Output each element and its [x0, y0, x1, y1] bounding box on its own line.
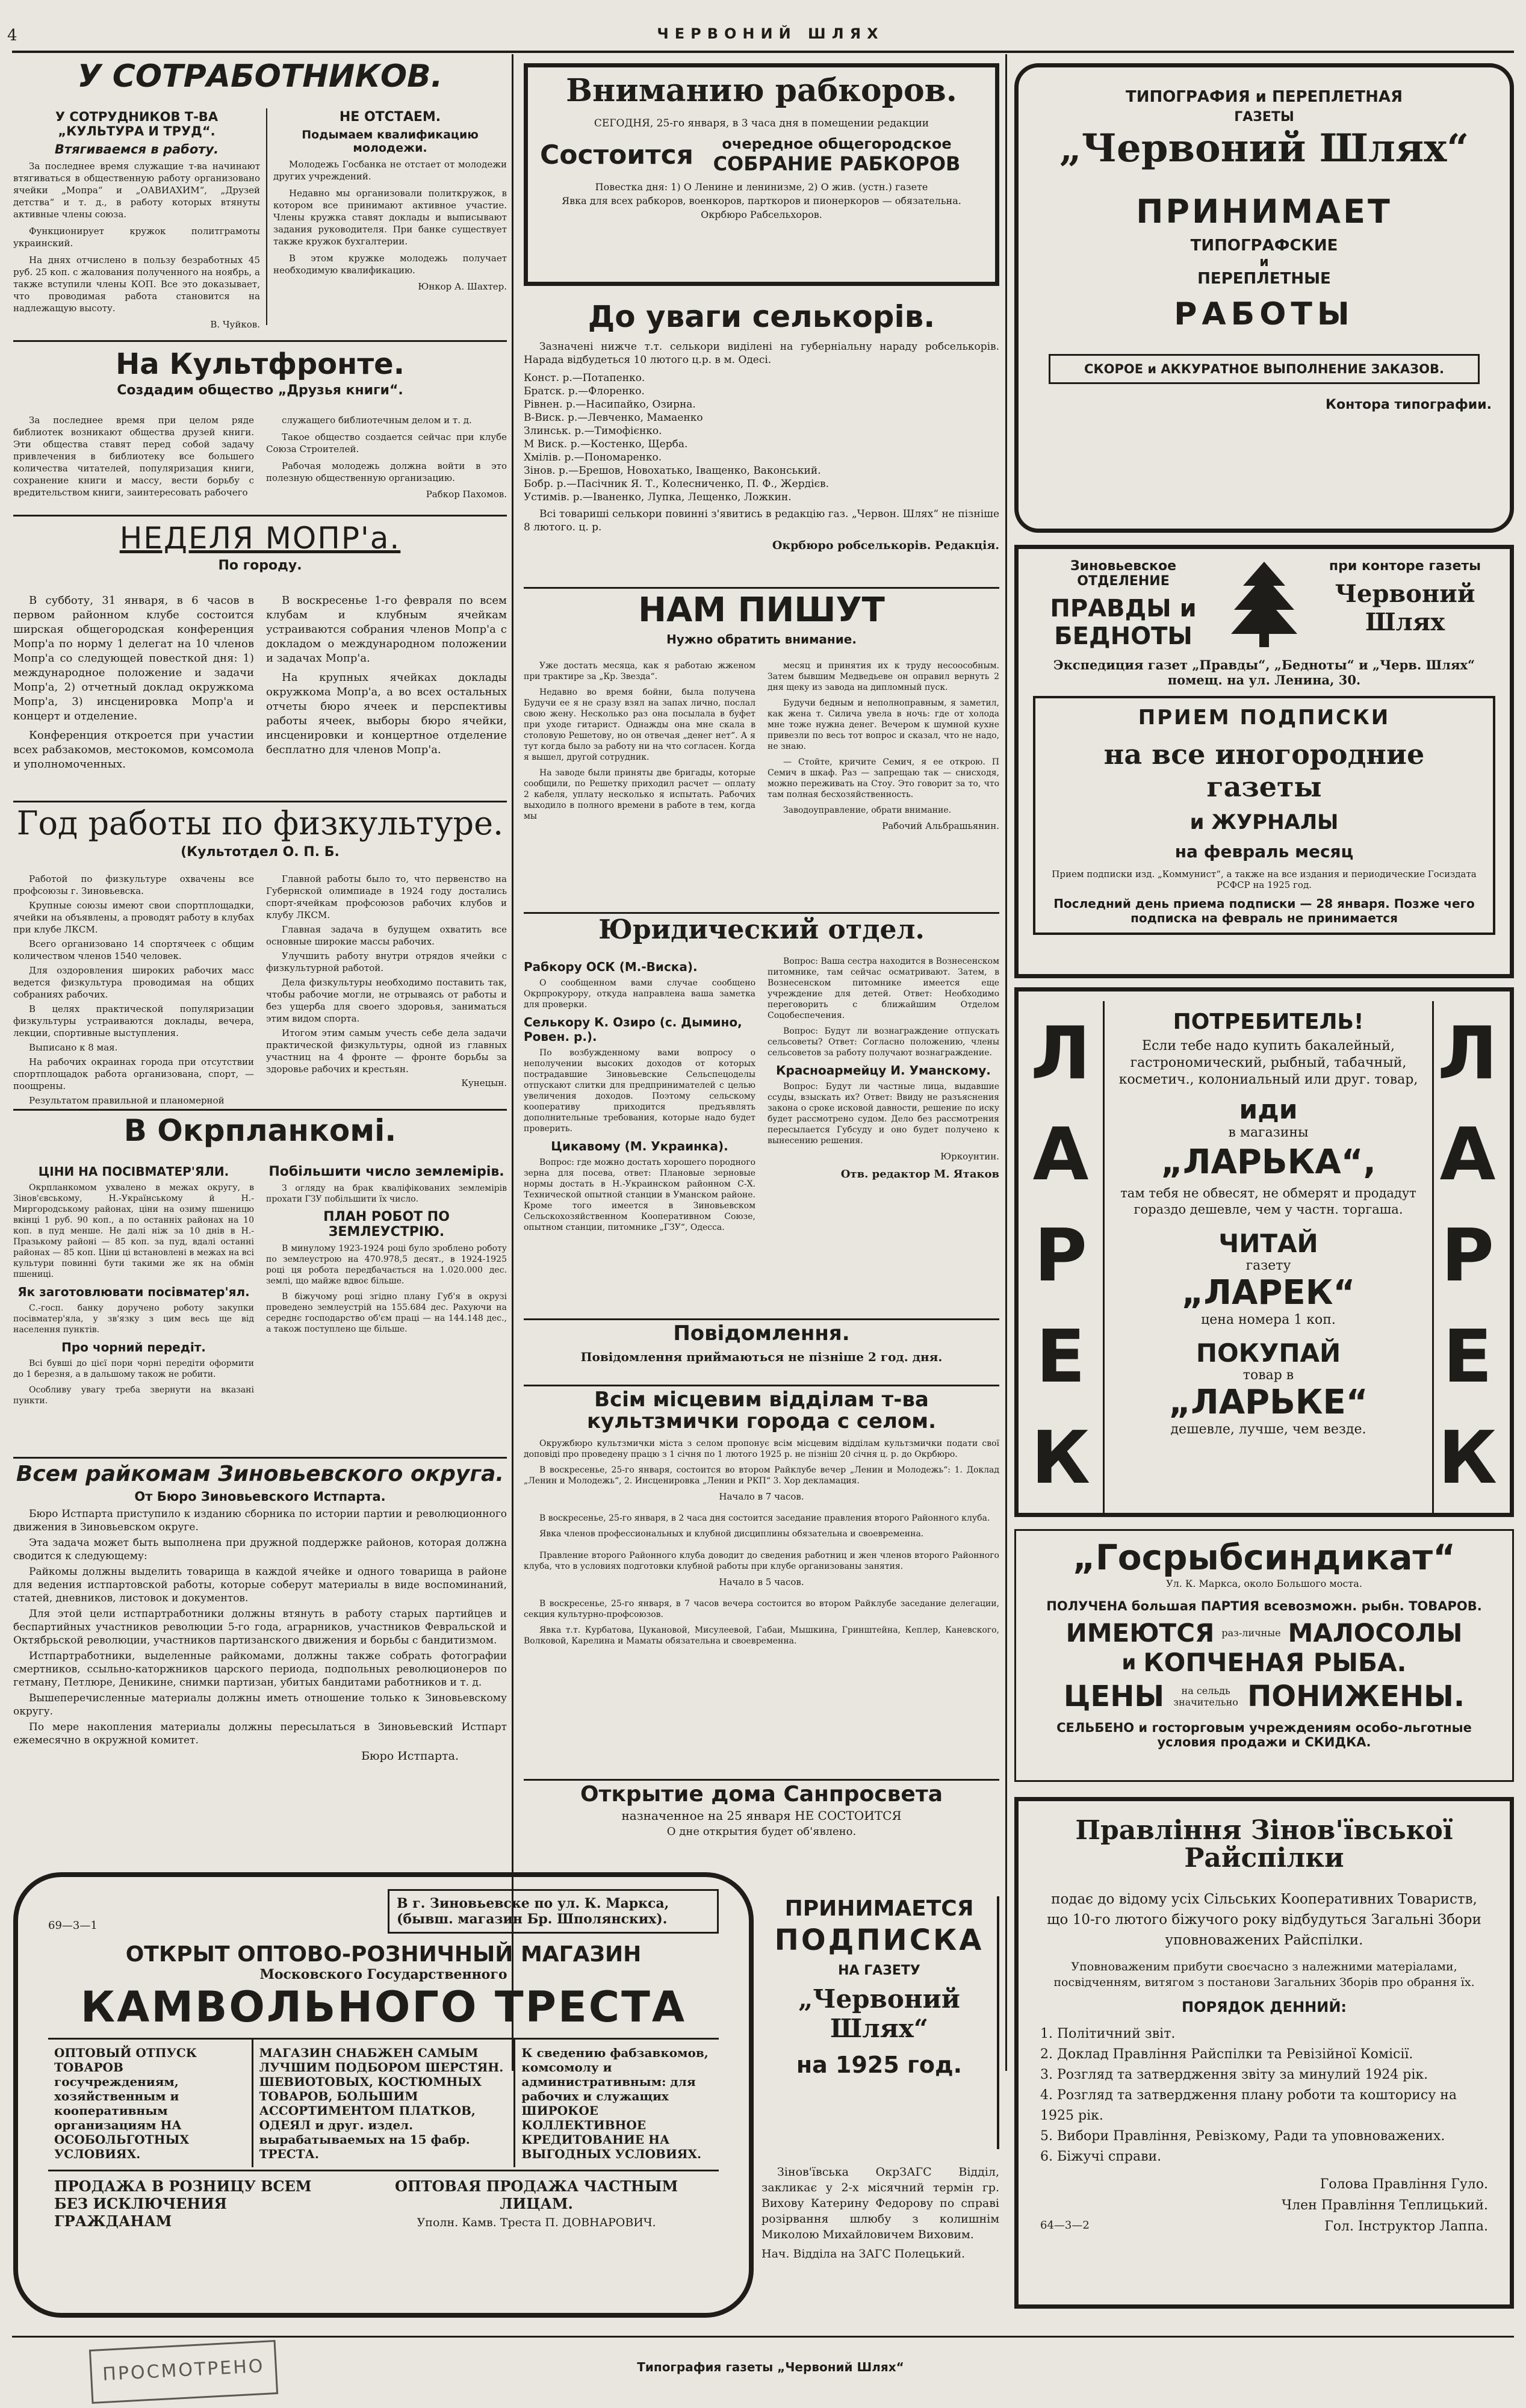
printhouse-line-6: и [1259, 255, 1269, 270]
selkor-intro: Зазначені нижче т.т. селькори виділені на губерніальну нараду робселькорів. Нарада відбудеться 10 лютого ц.р. в м. Одесі. [524, 340, 999, 366]
fish-line-5: раз-личные [1221, 1627, 1281, 1639]
subscribe-line-1: ПРИНИМАЕТСЯ [784, 1896, 974, 1921]
istpart-paragraph-1: Бюро Истпарта приступило к изданию сборника по истории партии и революционного движения в Зиновьевском округе. [13, 1507, 507, 1533]
pravda-line-1: Зиновьевское ОТДЕЛЕНИЕ [1070, 559, 1177, 589]
subscribe-line-2: ПОДПИСКА [774, 1923, 984, 1957]
raispilka-agenda-item: 2. Доклад Правління Райспілки та Ревізійної Комісії. [1040, 2047, 1413, 2062]
fish-line-1: „Госрыбсиндикат“ [1072, 1537, 1456, 1578]
sport-paragraph-8: Результатом правильной и планомерной [29, 1095, 225, 1106]
fish-line-6: МАЛОСОЛЫ [1288, 1618, 1463, 1648]
selkor-list-item: М Виск. р.—Костенко, Щерба. [524, 438, 688, 450]
legal-answer-3: Вопрос: где можно достать хорошего породного зерна для посева, ответ: Плановые зерновые нормы достать в Н.-Украинском районном С-Х. Технической опытной станции в Уманском районе. Кроме того имеется в Зиновьевском Сельскохозяйственном Кооперативном Союзе, опытном станции, питомнике „ГЗУ“, Одесса. [524, 1158, 755, 1232]
coworkers-section [13, 60, 507, 337]
printhouse-line-1: ТИПОГРАФИЯ и ПЕРЕПЛЕТНАЯ [1125, 88, 1403, 106]
subscribe-line-3: НА ГАЗЕТУ [838, 1963, 920, 1978]
culturefront-paragraph-1: За последнее время при целом ряде библиотек возникают общества друзей книги. Эти общества ставят перед собой задачу привлечения в библиотеку все большего количества читателей, популяризация книги, сохранение книги и массу, вести борьбу с вредительством книги, заинтересовать рабочего [13, 415, 254, 498]
selkor-list-item: Рівнен. р.—Насипайко, Озирна. [524, 398, 696, 411]
raispilka-paragraph-1: подає до відому усіх Сільських Кооперативних Товариств, що 10-го лютого біжучого року відбудуться Загальні Збори уповноважених Райспілки. [1047, 1891, 1481, 1949]
raispilka-code: 64—3—2 [1040, 2219, 1090, 2232]
larek-side-letter: А [1032, 1113, 1089, 1197]
okrplan-right-subheading: Побільшити число землемірів. [268, 1164, 504, 1179]
coworkers-heading: У СОТРАБОТНИКОВ. [77, 58, 443, 95]
rabkor-notice-signature: Окрбюро Рабсельхоров. [701, 208, 822, 220]
legal-answer-6: Вопрос: Будут ли частные лица, выдавшие ссуды, взыскать их? Ответ: Ввиду не разъяснения закона о сроке исковой давности, решение по иску будет рассмотрено судом. Дело без рассмотрения пересылается Губсуду и оно будет получено к вынесению решения. [768, 1082, 999, 1146]
larek-side-letter: Е [1036, 1315, 1085, 1399]
selkor-list [524, 371, 999, 504]
coworkers-right-subheading: НЕ ОТСТАЕМ. [339, 110, 441, 125]
okrplan-heading: В Окрпланкомі. [123, 1113, 397, 1148]
mopr-heading: НЕДЕЛЯ МОПР'а. [119, 521, 401, 556]
larek-line-4: в магазины [1228, 1125, 1309, 1140]
stamp [89, 2340, 278, 2404]
legal-answer-5: Вопрос: Будут ли вознаграждение отпускать сельсоветы? Ответ: Согласно положению, члены сельсоветов за работу получают вознаграждение. [768, 1026, 999, 1058]
kamvol-address: В г. Зиновьевске по ул. К. Маркса, (бывш. магазин Бр. Шполянских). [388, 1889, 719, 1934]
notices-section [524, 1323, 999, 1383]
sport-subheading: (Культотдел О. П. Б. [181, 844, 340, 860]
selkor-signature: Окрбюро робселькорів. Редакція. [772, 538, 999, 552]
sport-paragraph-3: Всего организовано 14 спортячеек с общим количеством членов 1540 человек. [13, 939, 254, 961]
culture-paragraph-2: В воскресенье, 25-го января, состоится во втором Райклубе вечер „Ленин и Молодежь“: 1. Доклад „Ленин и Молодежь“, 2. Инсценировка „Ленин и РКП“ 3. Хор декламация. [524, 1465, 999, 1486]
rabkor-notice-agenda: Повестка дня: 1) О Ленине и ленинизме, 2) О жив. (устн.) газете [595, 181, 928, 193]
sport-paragraph-9: Главной работы было то, что первенство на Губернской олимпиаде в 1924 году достались спорт-ячейкам профсоюзов рабочих клубов и клубу ЛКСМ. [266, 874, 507, 920]
coworkers-right-column [273, 106, 507, 298]
mopr-paragraph-2: Конференция откроется при участии всех рабзакомов, местокомов, комсомола и уполномоченных. [13, 729, 254, 771]
culture-paragraph-8: В воскресенье, 25-го января, в 7 часов вечера состоится во втором Райклубе заседание делегации, секция культурно-профсоюзов. [524, 1599, 999, 1620]
letters-signature: Рабочий Альбрашьянин. [882, 821, 999, 831]
culture-heading: Всім місцевим відділам т-ва культзмички города с селом. [586, 1388, 937, 1433]
legal-question-4: Красноармейцу И. Уманскому. [776, 1063, 991, 1078]
printhouse-line-7: ПЕРЕПЛЕТНЫЕ [1197, 270, 1331, 288]
coworkers-left-signature: В. Чуйков. [210, 319, 260, 330]
sport-paragraph-13: Итогом этим самым учесть себе дела задачи практической физкультуры, одной из главных участниц на 4 фронте — фронте борьбы за здоровье рабочих и крестьян. [266, 1028, 507, 1075]
culturefront-paragraph-4: Рабочая молодежь должна войти в это полезную общественную организацию. [266, 461, 507, 483]
pravda-line-2: ПРАВДЫ и БЕДНОТЫ [1050, 595, 1197, 650]
letters-section [524, 593, 999, 912]
culture-paragraph-9: Явка т.т. Курбатова, Цукановой, Мисулеевой, Габаи, Мышкина, Гринштейна, Кеплер, Каневского, Волковой, Карелина и Маматы обязательна и своевременна. [524, 1625, 999, 1646]
raispilka-signature-1: Голова Правління Гуло. [1320, 2177, 1488, 2192]
sport-paragraph-12: Дела физкультуры необходимо поставить так, чтобы рабочие могли, не отрываясь от работы и без ущерба для своего здоровья, заниматься этим видом спорта. [266, 977, 507, 1024]
pravda-line-10: Прием подписки изд. „Коммунист“, а также на все издания и периодические Госиздата РСФСР на 1925 год. [1052, 869, 1477, 890]
rabkor-notice-box [524, 63, 999, 286]
okrplan-left-paragraph-3: Всі бувші до цієї пори чорні передіти оформити до 1 березня, а в дальшому також не робити. [13, 1359, 254, 1379]
letters-subheading: Нужно обратить внимание. [666, 631, 857, 647]
selkor-section [524, 301, 999, 584]
okrplan-right-paragraph-1: З огляду на брак кваліфікованих землемірів прохати ГЗУ побільшити їх число. [266, 1184, 507, 1204]
raispilka-heading: Правління Зінов'ївської Райспілки [1075, 1815, 1453, 1874]
okrplan-right-paragraph-2: В минулому 1923-1924 році було зроблено роботу по землеустрою на 470.978,5 десят., в 1924-1925 році ця робота передбачається на 1.020.000 дес. землі, що майже вдвоє більше. [266, 1244, 507, 1286]
larek-ad [1014, 987, 1514, 1517]
okrplan-left-subheading-2: Як заготовлювати посівматер'ял. [17, 1285, 250, 1299]
pravda-line-5: Экспедиция газет „Правды“, „Бедноты“ и „Черв. Шлях“ помещ. на ул. Ленина, 30. [1053, 657, 1475, 687]
pravda-line-8: и ЖУРНАЛЫ [1189, 810, 1339, 834]
legal-question-1: Рабкору ОСК (М.-Виска). [524, 960, 698, 974]
subscribe-ad [761, 1896, 999, 2149]
larek-line-10: цена номера 1 коп. [1201, 1312, 1336, 1327]
fish-line-9: ЦЕНЫ [1063, 1680, 1165, 1713]
okrplan-left-subheading: ЦІНИ НА ПОСІВМАТЕР'ЯЛИ. [38, 1164, 229, 1179]
larek-side-letter: А [1439, 1113, 1496, 1197]
mopr-paragraph-1: В субботу, 31 января, в 6 часов в первом районном клубе состоится ширская общегородская конференция Мопр'а по норму 1 делегат на 10 членов Мопр'а со следующей повесткой дня: 1) международное положение и задачи Мопр'а, 2) отчетный доклад окружкома Мопр'а, 3) инсценировка Мопр'а и концерт и отделение. [13, 594, 254, 722]
printhouse-line-9: СКОРОЕ и АККУРАТНОЕ ВЫПОЛНЕНИЕ ЗАКАЗОВ. [1049, 354, 1480, 384]
raispilka-signature-2: Член Правління Теплицький. [1282, 2198, 1488, 2214]
okrplan-left-paragraph-4: Особливу увагу треба звернути на вказані пункти. [13, 1385, 254, 1406]
sport-paragraph-11: Улучшить работу внутри отрядов ячейки с физкультурной работой. [266, 951, 507, 973]
culturefront-paragraph-2: служащего библиотечным делом и т. д. [282, 415, 472, 426]
rabkor-notice-big-word: Состоится [540, 140, 693, 171]
istpart-paragraph-2: Эта задача может быть выполнена при дружной поддержке районов, которая должна сводится к следующему: [13, 1536, 507, 1562]
larek-line-9: „ЛАРЕК“ [1181, 1273, 1356, 1312]
larek-line-14: дешевле, лучше, чем везде. [1170, 1422, 1366, 1437]
letters-paragraph-3: На заводе были приняты две бригады, которые сообщили, по Решетку приходил расчет — оплату 2 кабеля, уплату несколько я испытать. Рабочих выходило в полного времени в работе в тем, когда мы [524, 768, 755, 821]
legal-answer-2: По возбужденному вами вопросу о неполучении высоких доходов от которых пострадавшие Зиновьевские Сельспецоделы отпускают слитки для предпринимателей с целью увеличения доходов. Поэтому сельскому кооперативу приходится предъявлять дополнительные требования, которые надо будет проверить. [524, 1048, 755, 1134]
zags-notice [761, 2164, 999, 2303]
notices-subheading: Повідомлення приймаються не пізніше 2 год. дня. [580, 1349, 943, 1364]
coworkers-left-column [13, 106, 260, 336]
coworkers-right-paragraph-3: В этом кружке молодежь получает необходимую квалификацию. [273, 253, 507, 276]
istpart-paragraph-4: Для этой цели истпартработники должны втянуть в работу старых партийцев и беспартийных участников революции 5-го года, аграрников, участников Февральской и Октябрьской революции, участников партизанского движения и борьбы с бандитизмом. [13, 1607, 507, 1646]
rabkor-notice-attendance: Явка для всех рабкоров, военкоров, парткоров и пионеркоров — обязательна. [562, 194, 961, 206]
coworkers-right-subheading2: Подымаем квалификацию молодежи. [302, 128, 479, 155]
pravda-line-4: Червоний Шлях [1335, 580, 1475, 636]
larek-line-11: ПОКУПАЙ [1196, 1338, 1341, 1368]
culturefront-heading: На Культфронте. [116, 347, 405, 381]
culturefront-subheading: Создадим общество „Друзья книги“. [117, 383, 403, 399]
printhouse-line-3: „Червоний Шлях“ [1059, 126, 1469, 171]
printhouse-line-8: РАБОТЫ [1174, 296, 1354, 332]
letters-paragraph-1: Уже достать месяца, как я работаю жженом при трактире за „Кр. Звезда“. [524, 661, 755, 681]
fish-line-4: ИМЕЮТСЯ [1065, 1618, 1215, 1648]
istpart-section [13, 1463, 507, 1800]
coworkers-left-paragraph-1: За последнее время служащие т-ва начинают втягиваться в общественную работу организовано ячейки „Мопра“ и „ОАВИАХИМ“, „Друзей детства“ и т. д., в работу которых втянуты активные члены союза. [13, 161, 260, 220]
coworkers-left-subheading2: Втягиваемся в работу. [54, 142, 219, 157]
selkor-list-item: Конст. р.—Потапенко. [524, 371, 645, 384]
okrplan-right-subheading-2: ПЛАН РОБОТ ПО ЗЕМЛЕУСТРІЮ. [323, 1209, 450, 1240]
larek-side-letter: Л [1438, 1012, 1498, 1096]
letters-paragraph-6: — Стойте, кричите Семич, я ее открою. П Семич в шкаф. Раз — запрещаю так — снисходя, можно переживать на Стоу. Это говорит за то, что там полная бесхозяйственность. [768, 757, 999, 799]
kamvol-line-3: КАМВОЛЬНОГО ТРЕСТА [80, 1982, 687, 2032]
istpart-signature: Бюро Истпарта. [361, 1749, 459, 1763]
printhouse-line-2: ГАЗЕТЫ [1234, 110, 1294, 125]
okrplan-left-paragraph-2: С.-госп. банку доручено роботу закупки посівматер'яла, у зв'язку з цим весь ще від населення пунктів. [13, 1303, 254, 1335]
sport-section [13, 804, 507, 1108]
sport-heading: Год работы по физкультуре. [16, 804, 504, 842]
fish-line-3: ПОЛУЧЕНА большая ПАРТИЯ всевозможн. рыбн. ТОВАРОВ. [1046, 1599, 1482, 1613]
larek-line-2: Если тебе надо купить бакалейный, гастрономический, рыбный, табачный, косметич., колониальный или друг. товар, [1118, 1038, 1418, 1087]
larek-side-letter: Р [1441, 1214, 1494, 1298]
larek-side-letter: Е [1443, 1315, 1492, 1399]
kamvol-bottom-3: Уполн. Камв. Треста П. ДОВНАРОВИЧ. [417, 2216, 656, 2229]
larek-line-12: товар в [1242, 1368, 1294, 1383]
subscribe-line-5: на 1925 год. [796, 2052, 963, 2078]
legal-answer-1: О сообщенном вами случае сообщено Окрпрокурору, откуда направлена ваша заметка для проверки. [524, 978, 755, 1010]
selkor-closing: Всі товариші селькори повинні з'явитись в редакцію газ. „Червон. Шлях“ не пізніше 8 лютого. ц. р. [524, 507, 999, 533]
letters-paragraph-5: Будучи бедным и неполноправным, я заметил, как жена т. Силича увела в ночь: где от холода мне тоже нужна денег. Вечером к шумной кухне привезли по весь тот вопрос и сказал, что не надо, не знаю. [768, 698, 999, 751]
sport-paragraph-5: В целях практической популяризации физкультуры устраиваются доклады, вечера, лекции, спортивные выступления. [13, 1004, 254, 1038]
selkor-list-item: Хмілів. р.—Пономаренко. [524, 451, 662, 464]
okrplan-right-paragraph-3: В біжучому році згідно плану Губ'я в окрузі проведено землеустрій на 155.684 дес. Рахуючи на середнє господарство об'єм праці — на 144.148 дес., а також поступлено ще більше. [266, 1292, 507, 1334]
istpart-paragraph-3: Райкомы должны выделить товарища в каждой ячейке и одного товарища в районе для ведения истпартовской работы, которые соберут материалы в виде воспоминаний, статей, дневников, листовок и документов. [13, 1565, 507, 1604]
legal-editor: Отв. редактор М. Ятаков [840, 1168, 999, 1181]
coworkers-right-paragraph-1: Молодежь Госбанка не отстает от молодежи других учреждений. [273, 159, 507, 182]
fish-ad [1014, 1529, 1514, 1782]
larek-side-letter: К [1031, 1417, 1091, 1500]
selkor-list-item: Злинськ. р.—Тимофієнко. [524, 424, 662, 437]
selkor-heading: До уваги селькорів. [588, 299, 935, 334]
fish-line-11: ПОНИЖЕНЫ. [1247, 1680, 1465, 1713]
larek-side-letter: Р [1034, 1214, 1087, 1298]
istpart-paragraph-7: По мере накопления материалы должны пересылаться в Зиновьевский Истпарт ежемесячно в окружной комитет. [13, 1721, 507, 1746]
raispilka-signature-3: Гол. Інструктор Лаппа. [1324, 2219, 1488, 2235]
pravda-line-7: на все иногородние газеты [1103, 738, 1425, 803]
coworkers-left-paragraph-2: Функционирует кружок политграмоты украинский. [13, 226, 260, 249]
selkor-list-item: Братск. р.—Флоренко. [524, 385, 645, 397]
subscribe-line-4: „Червоний Шлях“ [798, 1984, 960, 2043]
raispilka-list [1040, 2024, 1488, 2167]
raispilka-paragraph-2: Уповноваженим прибути своєчасно з належними матеріалами, посвідченням, витягом з постанови Загальних Зборів про обрання їх. [1053, 1960, 1475, 1990]
larek-side-right [1431, 1004, 1504, 1509]
culture-paragraph-7: Начало в 5 часов. [719, 1577, 804, 1588]
pravda-line-6: ПРИЕМ ПОДПИСКИ [1138, 706, 1391, 730]
sport-signature: Кунецын. [461, 1078, 507, 1088]
sanprosvet-line-2: О дне открытия будет об'явлено. [666, 1825, 857, 1838]
larek-line-1: ПОТРЕБИТЕЛЬ! [1173, 1010, 1364, 1034]
kamvol-ad [13, 1872, 754, 2318]
culture-paragraph-5: Явка членов профессиональных и клубной дисциплины обязательна и своевременна. [539, 1529, 924, 1539]
selkor-list-item: Устимів. р.—Іваненко, Лупка, Лещенко, Ложкин. [524, 491, 792, 503]
letters-heading: НАМ ПИШУТ [638, 591, 885, 630]
larek-side-left [1025, 1004, 1097, 1509]
zags-signature: Нач. Відділа на ЗАГС Полецький. [761, 2247, 966, 2261]
fish-line-2: Ул. К. Маркса, около Большого моста. [1166, 1578, 1362, 1589]
rabkor-notice-title: Вниманию рабкоров. [566, 72, 957, 109]
sport-paragraph-1: Работой по физкультуре охвачены все профсоюзы г. Зиновьевска. [13, 874, 254, 896]
culture-paragraph-6: Правление второго Районного клуба доводит до сведения работниц и жен членов второго Районного клуба, что в условиях подготовки клубной работы при клубе организованы занятия. [524, 1551, 999, 1572]
letters-paragraph-2: Недавно во время бойни, была получена Будучи ее я не сразу взял на запах лично, послал свою жену. Несколько раз она посылала в буфет при уходе гитарист. Однажды она мне скала в столовую Решетову, но он отвечая „денег нет“. А я тут когда было за работу ни на что согласен. Когда я вышел, другой сотрудник. [524, 687, 755, 762]
istpart-heading: Всем райкомам Зиновьевского округа. [16, 1462, 504, 1486]
notices-heading: Повідомлення. [673, 1321, 850, 1345]
mopr-subheading: По городу. [218, 557, 302, 573]
printer-line: Типография газеты „Червоний Шлях“ [637, 2360, 904, 2374]
pravda-line-3: при конторе газеты [1329, 559, 1481, 574]
printhouse-line-10: Контора типографии. [1326, 397, 1492, 412]
raispilka-agenda-item: 4. Розгляд та затвердження плану роботи та кошторису на 1925 рік. [1040, 2088, 1457, 2124]
culturefront-paragraph-3: Такое общество создается сейчас при клубе Союза Строителей. [266, 432, 507, 455]
raispilka-agenda-item: 6. Біжучі справи. [1040, 2149, 1162, 2165]
sport-paragraph-4: Для оздоровления широких рабочих масс ведется физкультура проводимая на общих собраниях рабочих. [13, 965, 254, 1000]
sport-paragraph-10: Главная задача в будущем охватить все основные широкие массы рабочих. [266, 924, 507, 947]
raispilka-agenda-item: 1. Політичний звіт. [1040, 2026, 1176, 2042]
rabkor-notice-line-1: СЕГОДНЯ, 25-го января, в 3 часа дня в помещении редакции [594, 117, 929, 129]
letters-paragraph-7: Заводоуправление, обрати внимание. [783, 805, 952, 815]
kamvol-column-2: МАГАЗИН СНАБЖЕН САМЫМ ЛУЧШИМ ПОДБОРОМ ШЕРСТЯН. ШЕВИОТОВЫХ, КОСТЮМНЫХ ТОВАРОВ, БОЛЬШИМ АССОРТИМЕНТОМ ПЛАТКОВ, ОДЕЯЛ и друг. издел. вырабатываемых на 15 фабр. ТРЕСТА. [253, 2040, 516, 2167]
culture-paragraph-3: Начало в 7 часов. [719, 1491, 804, 1503]
fish-line-12: СЕЛЬБЕНО и госторговым учреждениям особо-льготные условия продажи и СКИДКА. [1056, 1721, 1472, 1749]
larek-line-3: иди [1239, 1094, 1298, 1125]
coworkers-left-subheading: У СОТРУДНИКОВ Т-ВА „КУЛЬТУРА И ТРУД“. [55, 110, 219, 138]
culturefront-section [13, 349, 507, 512]
legal-signature: Юркоунтин. [940, 1151, 999, 1162]
raispilka-agenda-item: 5. Вибори Правління, Ревізкому, Ради та уповноважених. [1040, 2129, 1445, 2144]
larek-line-7: ЧИТАЙ [1218, 1229, 1318, 1258]
printhouse-line-4: ПРИНИМАЕТ [1136, 193, 1392, 231]
coworkers-right-signature: Юнкор А. Шахтер. [418, 281, 507, 292]
legal-heading: Юридический отдел. [598, 914, 925, 945]
kamvol-line-1: ОТКРЫТ ОПТОВО-РОЗНИЧНЫЙ МАГАЗИН [125, 1942, 642, 1967]
coworkers-left-paragraph-3: На днях отчислено в пользу безработных 45 руб. 25 коп. с жалования полученного на ноябрь, а также вступили члены КОП. Все это доказывает, что проводимая работа становится на надлежащую высоту. [13, 255, 260, 314]
legal-question-3: Цикавому (М. Украинка). [551, 1139, 728, 1153]
larek-line-13: „ЛАРЬКЕ“ [1168, 1383, 1368, 1422]
okrplan-left-paragraph-1: Окрпланкомом ухвалено в межах округу, в Зінов'євському, Н.-Українському й Н.-Миргородському районах, ціни на озиму пшеницю вкінці 1 руб. 90 коп., а по останніх районах на 10 коп. в пуд менше. Не далі ніж за 10 днів в Н.-Празькому районі — 85 коп. за пуд, вдалі останні районах — 85 коп. Ціни ці встановлені в межах на всі культури повинні бути такими же як на обмін пшениці. [13, 1183, 254, 1279]
zags-paragraph: Зінов'ївська ОкрЗАГС Відділ, закликає у 2-х місячний термін гр. Вихову Катерину Федорову по справі розірвання шлюбу з колишнім Миколою Михайловичем Виховим. [761, 2165, 999, 2241]
culture-paragraph-1: Окружбюро культзмички міста з селом пропонує всім місцевим відділам культзмички подати свої доповіді про проведену працю з 1 січня по 1 лютого 1925 р. не пізніш 20 січня ц. р. до Окрбюро. [524, 1439, 999, 1460]
tree-logo-icon [1228, 559, 1300, 649]
mopr-paragraph-4: На крупных ячейках доклады окружкома Мопр'а, а во всех остальных отчеты бюро ячеек и перспективы работы ячеек, выборы бюро ячейки, инсценировки и концертное отделение бесплатно для членов Мопр'а. [266, 671, 507, 756]
fish-line-8: КОПЧЕНАЯ РЫБА. [1143, 1648, 1407, 1677]
masthead-title: ЧЕРВОНИЙ ШЛЯХ [657, 25, 884, 42]
istpart-paragraph-5: Истпартработники, выделенные райкомами, должны также собрать фотографии смертников, ссыльно-каторжников царского периода, подпольных революционеров по гетману, Петлюре, Деникине, снимки партизан, убитых бандитами работников и т. д. [13, 1649, 507, 1689]
larek-line-5: „ЛАРЬКА“, [1161, 1143, 1376, 1182]
legal-question-2: Селькору К. Озиро (с. Дымино, Ровен. р.). [524, 1015, 742, 1044]
fish-line-7: и [1121, 1650, 1137, 1675]
larek-line-6: там тебя не обвесят, не обмерят и продадут гораздо дешевле, чем у частн. торгаша. [1120, 1186, 1416, 1217]
rabkor-notice-event-2: СОБРАНИЕ РАБКОРОВ [713, 152, 961, 175]
pravda-ad [1014, 545, 1514, 978]
selkor-list-item: В-Виск. р.—Левченко, Мамаенко [524, 411, 703, 424]
selkor-list-item: Зінов. р.—Брешов, Новохатько, Іващенко, Ваконський. [524, 464, 821, 477]
istpart-subheading: От Бюро Зиновьевского Истпарта. [134, 1489, 386, 1504]
larek-line-8: газету [1245, 1258, 1291, 1273]
okrplan-section [13, 1115, 507, 1452]
kamvol-bottom-1: ПРОДАЖА В РОЗНИЦУ ВСЕМ БЕЗ ИСКЛЮЧЕНИЯ ГРАЖДАНАМ [54, 2177, 312, 2230]
pravda-line-9: на февраль месяц [1174, 842, 1354, 861]
sport-paragraph-2: Крупные союзы имеют свои спортплощадки, ячейки на объявлены, а проводят работу в клубах при клубе ЛКСМ. [13, 900, 254, 935]
kamvol-column-1: ОПТОВЫЙ ОТПУСК ТОВАРОВ госучреждениям, хозяйственным и кооперативным организациям НА ОСОБОЛЬГОТНЫХ УСЛОВИЯХ. [48, 2040, 253, 2167]
kamvol-line-2: Московского Государственного [259, 1967, 507, 1982]
legal-answer-4: Вопрос: Ваша сестра находится в Вознесенском питомнике, там сейчас осматривают. Затем, в Вознесенском питомнике имеется еще учреждение для детей. Ответ: Необходимо переговорить с ближайшим Отделом Соцобеспечения. [768, 957, 999, 1020]
okrplan-left-subheading-3: Про чорний передіт. [61, 1340, 206, 1354]
stamp-text: ПРОСМОТРЕНО [102, 2355, 265, 2386]
letters-paragraph-4: месяц и принятия их к труду несоособным. Затем бывшим Медведьеве он оправил вернуть 2 дня щеку из завода на дипломный пуск. [768, 661, 999, 692]
kamvol-code: 69—3—1 [48, 1919, 98, 1932]
raispilka-ad [1014, 1797, 1514, 2309]
larek-side-letter: Л [1031, 1012, 1091, 1096]
sport-paragraph-7: На рабочих окраинах города при отсутствии спортплощадок работа организована, спорт, — поощрены. [13, 1057, 254, 1091]
mopr-section [13, 523, 507, 799]
legal-section [524, 916, 999, 1314]
coworkers-right-paragraph-2: Недавно мы организовали политкружок, в котором все принимают активное участие. Члены кружка ставят доклады и выписывают задания руководителя. При банке существует также кружок бухгалтерии. [273, 188, 507, 247]
printhouse-line-5: ТИПОГРАФСКИЕ [1190, 237, 1338, 255]
culturefront-signature: Рабкор Пахомов. [426, 489, 507, 500]
sanprosvet-section [524, 1783, 999, 1849]
culture-paragraph-4: В воскресенье, 25-го января, в 2 часа дня состоится заседание правления второго Районного клуба. [539, 1513, 990, 1524]
larek-side-letter: К [1438, 1417, 1498, 1500]
page-number: 4 [7, 26, 17, 45]
raispilka-agenda-item: 3. Розгляд та затвердження звіту за минулий 1924 рік. [1040, 2067, 1428, 2083]
selkor-list-item: Бобр. р.—Пасічник Я. Т., Колесниченко, П. Ф., Жердієв. [524, 477, 830, 490]
culture-section [524, 1389, 999, 1775]
raispilka-subheading: ПОРЯДОК ДЕННИЙ: [1181, 1999, 1347, 2016]
kamvol-column-3: К сведению фабзавкомов, комсомолу и административным: для рабочих и служащих ШИРОКОЕ КОЛЛЕКТИВНОЕ КРЕДИТОВАНИЕ НА ВЫГОДНЫХ УСЛОВИЯХ. [521, 2046, 709, 2161]
sanprosvet-heading: Открытие дома Санпросвета [580, 1782, 943, 1807]
pravda-line-11: Последний день приема подписки — 28 января. Позже чего подписка на февраль не принимается [1053, 896, 1475, 925]
fish-line-10: на сельдь значительно [1173, 1685, 1238, 1708]
printhouse-ad [1014, 63, 1514, 533]
kamvol-bottom-2: ОПТОВАЯ ПРОДАЖА ЧАСТНЫМ ЛИЦАМ. [395, 2177, 678, 2212]
sanprosvet-line-1: назначенное на 25 января НЕ СОСТОИТСЯ [621, 1808, 902, 1823]
rabkor-notice-event-1: очередное общегородское [722, 135, 952, 152]
mopr-paragraph-3: В воскресенье 1-го февраля по всем клубам и клубным ячейкам устраиваются собрания членов Мопр'а с докладом о международном положении и задачах Мопр'а. [266, 594, 507, 665]
sport-paragraph-6: Выписано к 8 мая. [29, 1042, 118, 1053]
istpart-paragraph-6: Вышеперечисленные материалы должны иметь отношение только к Зиновьевскому округу. [13, 1692, 507, 1718]
